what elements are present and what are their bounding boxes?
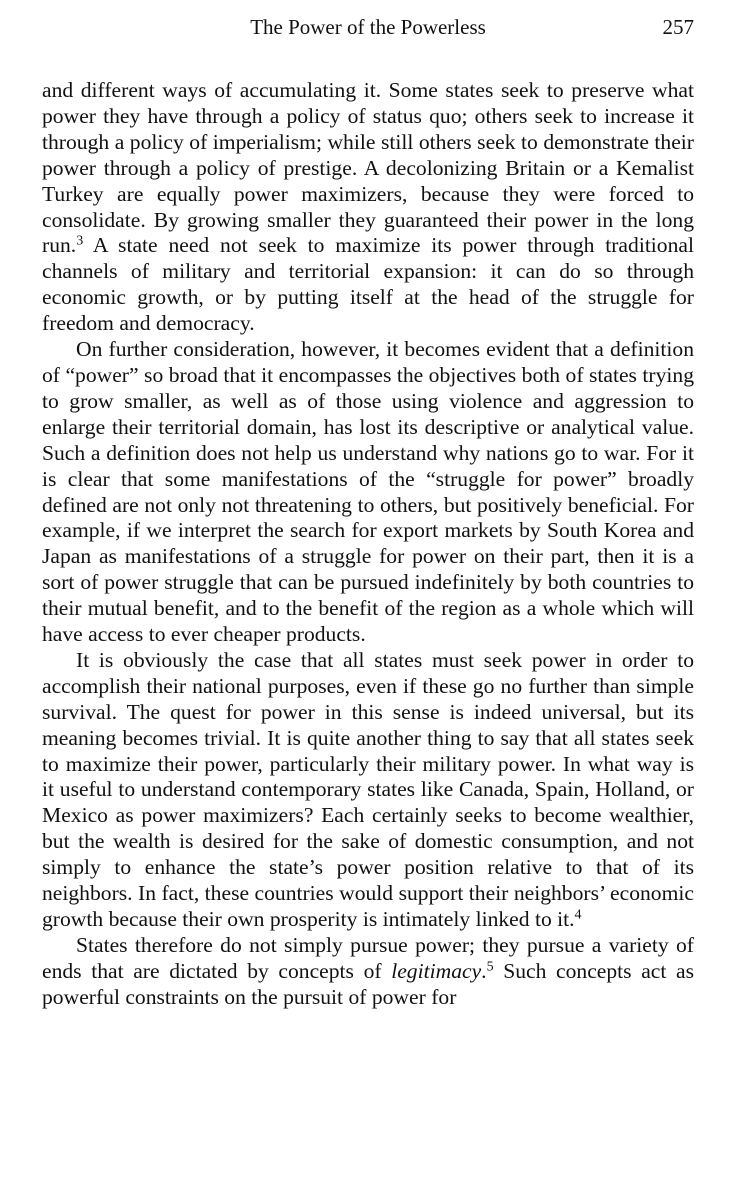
- paragraph-text: .: [481, 958, 487, 983]
- body-text: [42, 78, 694, 1011]
- paragraph-4: [42, 933, 694, 1011]
- paragraph-text: and different ways of accumulating it. Some states seek to preserve what power they have through a policy of status quo; others seek to increase it through a policy of imperialism; while still others seek to demonstrate their power through a policy of prestige. A decolonizing Britain or a Kemalist Turkey are equally power maximizers, because they were forced to consolidate. By growing smaller they guaranteed their power in the long run.: [42, 78, 694, 258]
- paragraph-text: It is obviously the case that all states must seek power in order to accomplish their national purposes, even if these go no further than simple survival. The quest for power in this sense is indeed universal, but its meaning becomes trivial. It is quite another thing to say that all states seek to maximize their power, particularly their military power. In what way is it useful to understand contemporary states like Canada, Spain, Holland, or Mexico as power maximizers? Each certainly seeks to become wealthier, but the wealth is desired for the sake of domestic consumption, and not simply to enhance the state’s power position relative to that of its neighbors. In fact, these countries would support their neighbors’ economic growth because their own prosperity is intimately linked to it.: [42, 647, 694, 931]
- paragraph-text: A state need not seek to maximize its power through traditional channels of military and territorial expansion: it can do so through economic growth, or by putting itself at the head of the struggle for freedom and democracy.: [42, 233, 694, 336]
- page-number: 257: [662, 15, 694, 39]
- paragraph-3: [42, 648, 694, 933]
- paragraph-text: States therefore do not simply pursue power; they pursue a variety of ends that are dictated by concepts of: [42, 932, 694, 983]
- paragraph-text: Such concepts act as powerful constraints on the pursuit of power for: [42, 958, 694, 1009]
- paragraph-1: [42, 78, 694, 337]
- italic-term: legitimacy: [391, 958, 482, 983]
- footnote-marker: 5: [486, 959, 494, 975]
- footnote-marker: 4: [574, 907, 582, 923]
- paragraph-text: On further consideration, however, it becomes evident that a definition of “power” so broad that it encompasses the objectives both of states trying to grow smaller, as well as of those using violence and aggression to enlarge their territorial domain, has lost its descriptive or analytical value. Such a definition does not help us understand why nations go to war. For it is clear that some manifestations of the “struggle for power” broadly defined are not only not threatening to others, but positively beneficial. For example, if we interpret the search for export markets by South Korea and Japan as manifestations of a struggle for power on their part, then it is a sort of power struggle that can be pursued indefinitely by both countries to their mutual benefit, and to the benefit of the region as a whole which will have access to ever cheaper products.: [42, 337, 694, 647]
- paragraph-2: [42, 337, 694, 648]
- running-head: [42, 12, 694, 42]
- running-title: The Power of the Powerless: [250, 15, 486, 39]
- footnote-marker: 3: [76, 233, 84, 249]
